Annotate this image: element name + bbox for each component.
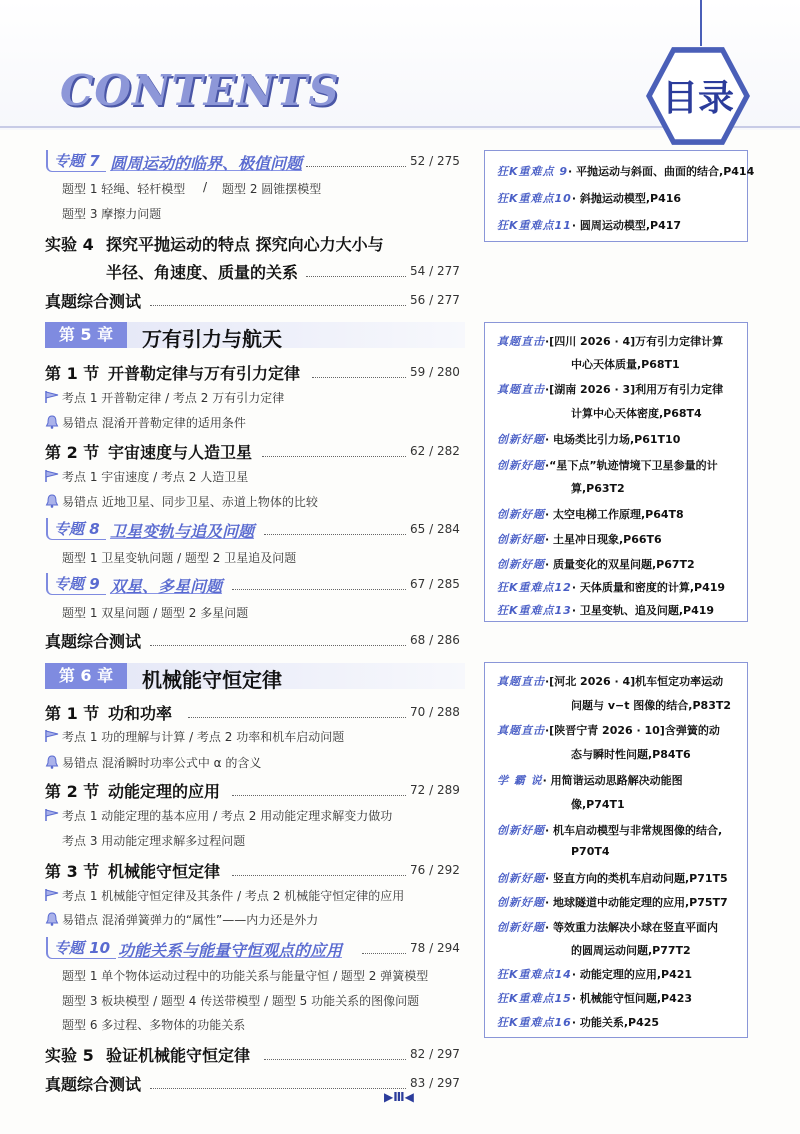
topic-7-item-1: 题型 1 轻绳、轻杆模型 <box>62 182 186 196</box>
bell-icon <box>45 494 59 508</box>
item-text: · 平抛运动与斜面、曲面的结合,P414 <box>568 165 755 178</box>
section-6-1-title[interactable]: 功和功率 <box>108 704 173 723</box>
section-6-3-yicuodian: 易错点 混淆弹簧弹力的“属性”——内力还是外力 <box>62 913 319 927</box>
flag-icon <box>44 888 60 902</box>
section-5-2-title[interactable]: 宇宙速度与人造卫星 <box>108 443 253 462</box>
experiment-5-title[interactable]: 验证机械能守恒定律 <box>106 1046 251 1065</box>
test-1-label[interactable]: 真题综合测试 <box>45 292 142 311</box>
item-text: ·[四川 2026 · 4]万有引力定律计算 <box>545 335 724 348</box>
box-2-item-continuation: 中心天体质量,P68T1 <box>571 358 680 371</box>
topic-9-page: 67 / 285 <box>410 577 460 591</box>
section-6-2-label[interactable]: 第 2 节 <box>45 782 100 801</box>
separator: / <box>203 180 208 194</box>
item-text: · 土星冲日现象,P66T6 <box>545 533 662 546</box>
item-tag: 创新好题 <box>497 921 545 934</box>
flag-icon <box>44 808 60 822</box>
box-3-item[interactable] <box>497 966 692 982</box>
item-text: · 质量变化的双星问题,P67T2 <box>545 558 695 571</box>
leader-dots <box>264 534 406 535</box>
item-text: · 机械能守恒问题,P423 <box>571 992 693 1005</box>
box-2-item[interactable] <box>497 579 725 595</box>
item-text: · 竖直方向的类机车启动问题,P71T5 <box>545 872 728 885</box>
item-text: · 地球隧道中动能定理的应用,P75T7 <box>545 896 728 909</box>
item-text: · 斜抛运动模型,P416 <box>571 192 682 205</box>
item-text: · 用简谐运动思路解决动能图 <box>542 774 683 787</box>
topic-8-tag[interactable]: 专题 8 <box>46 518 106 540</box>
chapter-5-tag[interactable]: 第 5 章 <box>45 322 127 348</box>
experiment-4-label[interactable]: 实验 4 <box>45 235 94 254</box>
box-3-item[interactable] <box>497 919 718 935</box>
chapter-5-name[interactable]: 万有引力与航天 <box>142 327 282 351</box>
section-6-3-title[interactable]: 机械能守恒定律 <box>108 862 221 881</box>
box-3-item-continuation: P70T4 <box>571 845 610 858</box>
box-3-item-continuation: 的圆周运动问题,P77T2 <box>571 944 691 957</box>
hexagon-connector <box>700 0 702 46</box>
item-tag: 狂K重难点15 <box>497 992 572 1005</box>
item-tag: 创新好题 <box>497 459 545 472</box>
leader-dots <box>306 166 406 167</box>
flag-icon <box>44 469 60 483</box>
topic-9-items: 题型 1 双星问题 / 题型 2 多星问题 <box>62 606 249 620</box>
topic-9-title[interactable]: 双星、多星问题 <box>110 577 223 596</box>
section-5-2-kaodian: 考点 1 宇宙速度 / 考点 2 人造卫星 <box>62 470 249 484</box>
item-text: · 圆周运动模型,P417 <box>571 219 682 232</box>
leader-dots <box>232 875 406 876</box>
section-6-3-kaodian: 考点 1 机械能守恒定律及其条件 / 考点 2 机械能守恒定律的应用 <box>62 889 405 903</box>
test-3-label[interactable]: 真题综合测试 <box>45 1075 142 1094</box>
item-tag: 创新好题 <box>497 433 545 446</box>
section-6-2-title[interactable]: 动能定理的应用 <box>108 782 221 801</box>
section-6-2-page: 72 / 289 <box>410 783 460 797</box>
section-5-2-page: 62 / 282 <box>410 444 460 458</box>
box-3-item-continuation: 态与瞬时性问题,P84T6 <box>571 748 691 761</box>
bell-icon <box>45 415 59 429</box>
box-3-item[interactable] <box>497 772 683 788</box>
topic-10-items-3: 题型 6 多过程、多物体的功能关系 <box>62 1018 246 1032</box>
box-2-item[interactable] <box>497 457 718 473</box>
contents-title: CONTENTS <box>60 66 340 115</box>
item-tag: 学 霸 说 <box>497 774 543 787</box>
leader-dots <box>150 1088 406 1089</box>
page-title: 目录 <box>661 78 734 119</box>
box-1-item[interactable] <box>497 190 681 206</box>
experiment-4-title-line-1[interactable]: 探究平抛运动的特点 探究向心力大小与 <box>106 235 384 254</box>
box-2-item[interactable] <box>497 431 680 447</box>
box-2-item[interactable] <box>497 333 723 349</box>
flag-icon <box>44 729 60 743</box>
item-tag: 狂K重难点16 <box>497 1016 572 1029</box>
box-3-item[interactable] <box>497 894 728 910</box>
leader-dots <box>264 1059 406 1060</box>
section-6-1-page: 70 / 288 <box>410 705 460 719</box>
item-text: · 动能定理的应用,P421 <box>571 968 693 981</box>
flag-icon <box>44 390 60 404</box>
item-tag: 创新好题 <box>497 533 545 546</box>
topic-10-items-2: 题型 3 板块模型 / 题型 4 传送带模型 / 题型 5 功能关系的图像问题 <box>62 994 420 1008</box>
test-1-page: 56 / 277 <box>410 293 460 307</box>
topic-10-title[interactable]: 功能关系与能量守恒观点的应用 <box>118 941 343 960</box>
topic-8-items: 题型 1 卫星变轨问题 / 题型 2 卫星追及问题 <box>62 551 297 565</box>
leader-dots <box>188 717 406 718</box>
box-3-item-continuation: 问题与 v−t 图像的结合,P83T2 <box>571 699 732 712</box>
box-2-item[interactable] <box>497 602 714 618</box>
section-6-1-kaodian: 考点 1 功的理解与计算 / 考点 2 功率和机车启动问题 <box>62 730 345 744</box>
experiment-5-label[interactable]: 实验 5 <box>45 1046 94 1065</box>
topic-10-tag[interactable]: 专题 10 <box>46 937 116 959</box>
section-5-2-yicuodian: 易错点 近地卫星、同步卫星、赤道上物体的比较 <box>62 495 318 509</box>
box-2-item[interactable] <box>497 381 723 397</box>
section-6-1-yicuodian: 易错点 混淆瞬时功率公式中 α 的含义 <box>62 756 262 770</box>
leader-dots <box>362 953 406 954</box>
item-text: ·[河北 2026 · 4]机车恒定功率运动 <box>545 675 724 688</box>
sidebar-box-2 <box>484 322 748 622</box>
sidebar-box-1 <box>484 150 755 242</box>
experiment-4-page: 54 / 277 <box>410 264 460 278</box>
box-2-item[interactable] <box>497 506 684 522</box>
leader-dots <box>262 456 406 457</box>
item-tag: 创新好题 <box>497 558 545 571</box>
item-tag: 狂K重难点10 <box>497 192 572 205</box>
item-text: ·[湖南 2026 · 3]利用万有引力定律 <box>545 383 724 396</box>
box-1-item[interactable] <box>497 217 681 233</box>
experiment-5-page: 82 / 297 <box>410 1047 460 1061</box>
item-tag: 狂K重难点13 <box>497 604 572 617</box>
topic-7-item-3: 题型 3 摩擦力问题 <box>62 207 162 221</box>
section-6-3-label[interactable]: 第 3 节 <box>45 862 100 881</box>
leader-dots <box>150 645 406 646</box>
topic-7-item-2: 题型 2 圆锥摆模型 <box>222 182 322 196</box>
test-3-page: 83 / 297 <box>410 1076 460 1090</box>
item-tag: 真题直击 <box>497 675 545 688</box>
section-5-1-yicuodian: 易错点 混淆开普勒定律的适用条件 <box>62 416 246 430</box>
topic-9-tag[interactable]: 专题 9 <box>46 573 106 595</box>
leader-dots <box>232 795 406 796</box>
leader-dots <box>150 305 406 306</box>
test-2-page: 68 / 286 <box>410 633 460 647</box>
box-1-item[interactable] <box>497 163 754 179</box>
section-6-2-kaodian: 考点 1 动能定理的基本应用 / 考点 2 用动能定理求解变力做功 <box>62 809 393 823</box>
section-6-2-kaodian-3: 考点 3 用动能定理求解多过程问题 <box>62 834 246 848</box>
item-tag: 狂K重难点14 <box>497 968 572 981</box>
item-text: ·“星下点”轨迹情境下卫星参量的计 <box>545 459 718 472</box>
box-2-item-continuation: 计算中心天体密度,P68T4 <box>571 407 702 420</box>
section-6-3-page: 76 / 292 <box>410 863 460 877</box>
topic-7-tag[interactable]: 专题 7 <box>46 150 106 172</box>
box-3-item[interactable] <box>497 990 692 1006</box>
topic-10-items-1: 题型 1 单个物体运动过程中的功能关系与能量守恒 / 题型 2 弹簧模型 <box>62 969 429 983</box>
section-5-2-label[interactable]: 第 2 节 <box>45 443 100 462</box>
box-2-item-continuation: 算,P63T2 <box>571 482 625 495</box>
item-text: · 功能关系,P425 <box>571 1016 660 1029</box>
item-text: · 机车启动模型与非常规图像的结合, <box>545 824 723 837</box>
item-text: · 天体质量和密度的计算,P419 <box>571 581 726 594</box>
box-3-item[interactable] <box>497 1014 659 1030</box>
experiment-4-title-line-2[interactable]: 半径、角速度、质量的关系 <box>106 263 299 282</box>
item-tag: 创新好题 <box>497 872 545 885</box>
sidebar-box-3 <box>484 662 748 1038</box>
item-tag: 真题直击 <box>497 724 545 737</box>
topic-8-page: 65 / 284 <box>410 522 460 536</box>
item-text: · 卫星变轨、追及问题,P419 <box>571 604 715 617</box>
box-2-item[interactable] <box>497 556 695 572</box>
chapter-6-tag[interactable]: 第 6 章 <box>45 663 127 689</box>
item-tag: 创新好题 <box>497 824 545 837</box>
chapter-6-name[interactable]: 机械能守恒定律 <box>142 668 282 692</box>
box-3-item[interactable] <box>497 870 728 886</box>
section-5-1-label[interactable]: 第 1 节 <box>45 364 100 383</box>
item-text: · 太空电梯工作原理,P64T8 <box>545 508 684 521</box>
item-tag: 创新好题 <box>497 508 545 521</box>
box-2-item[interactable] <box>497 531 662 547</box>
section-5-1-kaodian: 考点 1 开普勒定律 / 考点 2 万有引力定律 <box>62 391 285 405</box>
box-3-item[interactable] <box>497 722 720 738</box>
test-2-label[interactable]: 真题综合测试 <box>45 632 142 651</box>
bell-icon <box>45 912 59 926</box>
item-text: ·[陕晋宁青 2026 · 10]含弹簧的动 <box>545 724 720 737</box>
bell-icon <box>45 755 59 769</box>
section-5-1-title[interactable]: 开普勒定律与万有引力定律 <box>108 364 301 383</box>
box-3-item[interactable] <box>497 822 722 838</box>
topic-7-title[interactable]: 圆周运动的临界、极值问题 <box>110 154 303 173</box>
item-tag: 狂K重难点11 <box>497 219 572 232</box>
leader-dots <box>312 377 406 378</box>
item-text: · 等效重力法解决小球在竖直平面内 <box>545 921 719 934</box>
item-tag: 真题直击 <box>497 383 545 396</box>
topic-7-page: 52 / 275 <box>410 154 460 168</box>
section-5-1-page: 59 / 280 <box>410 365 460 379</box>
topic-8-title[interactable]: 卫星变轨与追及问题 <box>110 522 255 541</box>
topic-10-page: 78 / 294 <box>410 941 460 955</box>
item-tag: 真题直击 <box>497 335 545 348</box>
box-3-item-continuation: 像,P74T1 <box>571 798 625 811</box>
item-tag: 创新好题 <box>497 896 545 909</box>
item-tag: 狂K重难点 9 <box>497 165 569 178</box>
box-3-item[interactable] <box>497 673 723 689</box>
leader-dots <box>306 276 406 277</box>
leader-dots <box>232 589 406 590</box>
section-6-1-label[interactable]: 第 1 节 <box>45 704 100 723</box>
item-tag: 狂K重难点12 <box>497 581 572 594</box>
page-number: ▶Ⅲ◀ <box>384 1090 414 1104</box>
item-text: · 电场类比引力场,P61T10 <box>545 433 681 446</box>
